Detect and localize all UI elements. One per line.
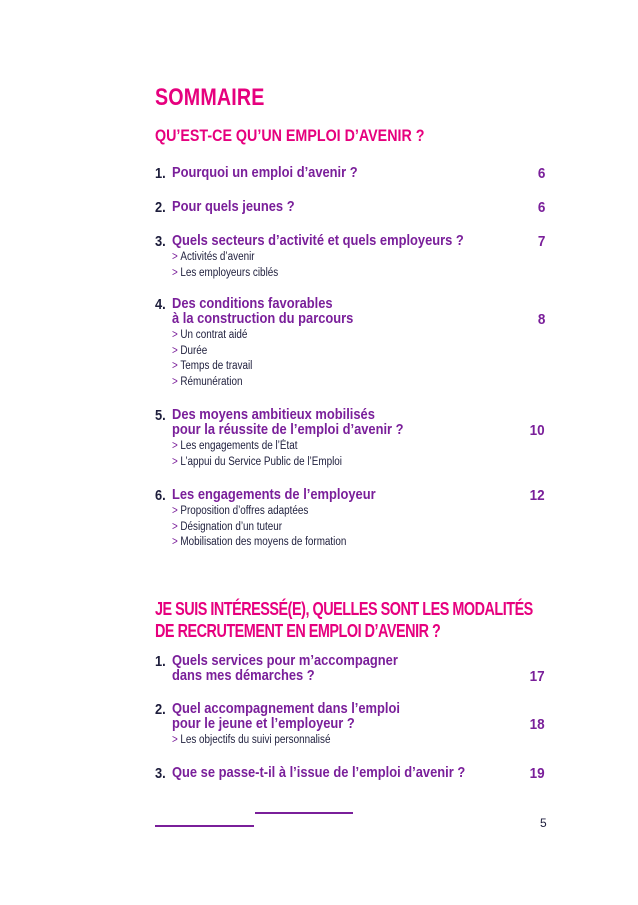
entry-number: 5.	[155, 407, 166, 424]
entry-page: 7	[537, 233, 545, 250]
subitem: > Durée	[172, 344, 208, 357]
subitem: > Rémunération	[172, 375, 243, 388]
entry-title: Pourquoi un emploi d’avenir ?	[172, 164, 358, 181]
entry-number: 1.	[155, 165, 166, 182]
entry-page: 6	[537, 165, 545, 182]
footer-rule-lower	[155, 825, 254, 827]
entry-page: 8	[537, 311, 545, 328]
entry-title: Quels services pour m’accompagner dans mes démarches ?	[172, 652, 398, 684]
subitem: > Les objectifs du suivi personnalisé	[172, 734, 331, 746]
entry-number: 3.	[155, 765, 166, 782]
entry-page: 18	[529, 716, 545, 733]
entry-title: Pour quels jeunes ?	[172, 198, 295, 215]
entry-number: 2.	[155, 199, 166, 216]
subitem: > Désignation d’un tuteur	[172, 520, 283, 533]
footer-rule-upper	[255, 812, 353, 814]
entry-page: 6	[537, 199, 545, 216]
subitem: > Un contrat aidé	[172, 329, 248, 341]
entry-subitems	[172, 504, 375, 551]
section-heading-2: JE SUIS INTÉRESSÉ(E), QUELLES SONT LES MODALITÉS DE RECRUTEMENT EN EMPLOI D’AVENIR ?	[155, 599, 533, 641]
entry-page: 17	[529, 668, 545, 685]
entry-number: 4.	[155, 296, 166, 313]
entry-number: 6.	[155, 487, 166, 504]
page-number: 5	[540, 816, 547, 830]
entry-number: 1.	[155, 653, 166, 670]
entry-page: 19	[529, 765, 545, 782]
entry-number: 3.	[155, 233, 166, 250]
subitem: > Mobilisation des moyens de formation	[172, 536, 347, 548]
entry-title: Que se passe-t-il à l’issue de l’emploi d’avenir ?	[172, 764, 466, 781]
subitem: > Les engagements de l’État	[172, 440, 298, 452]
entry-title: Des moyens ambitieux mobilisés pour la réussite de l’emploi d’avenir ?	[172, 406, 404, 438]
entry-title: Les engagements de l’employeur	[172, 486, 376, 503]
entry-subitems	[172, 439, 370, 470]
subitem: > Temps de travail	[172, 360, 253, 372]
subitem: > Activités d’avenir	[172, 251, 255, 263]
entry-title: Des conditions favorables à la construction du parcours	[172, 295, 354, 327]
entry-page: 10	[529, 422, 545, 439]
entry-page: 12	[529, 487, 545, 504]
subitem: > Proposition d’offres adaptées	[172, 505, 309, 517]
page-title: SOMMAIRE	[155, 84, 265, 111]
entry-title: Quels secteurs d’activité et quels employeurs ?	[172, 232, 464, 249]
section-heading-1: QU’EST-CE QU’UN EMPLOI D’AVENIR ?	[155, 126, 425, 145]
entry-number: 2.	[155, 701, 166, 718]
subitem: > Les employeurs ciblés	[172, 266, 279, 279]
entry-subitems	[172, 250, 296, 281]
entry-title: Quel accompagnement dans l’emploi pour le jeune et l’employeur ?	[172, 700, 400, 732]
entry-subitems	[172, 733, 356, 749]
entry-subitems	[172, 328, 265, 390]
subitem: > L’appui du Service Public de l’Emploi	[172, 455, 342, 468]
